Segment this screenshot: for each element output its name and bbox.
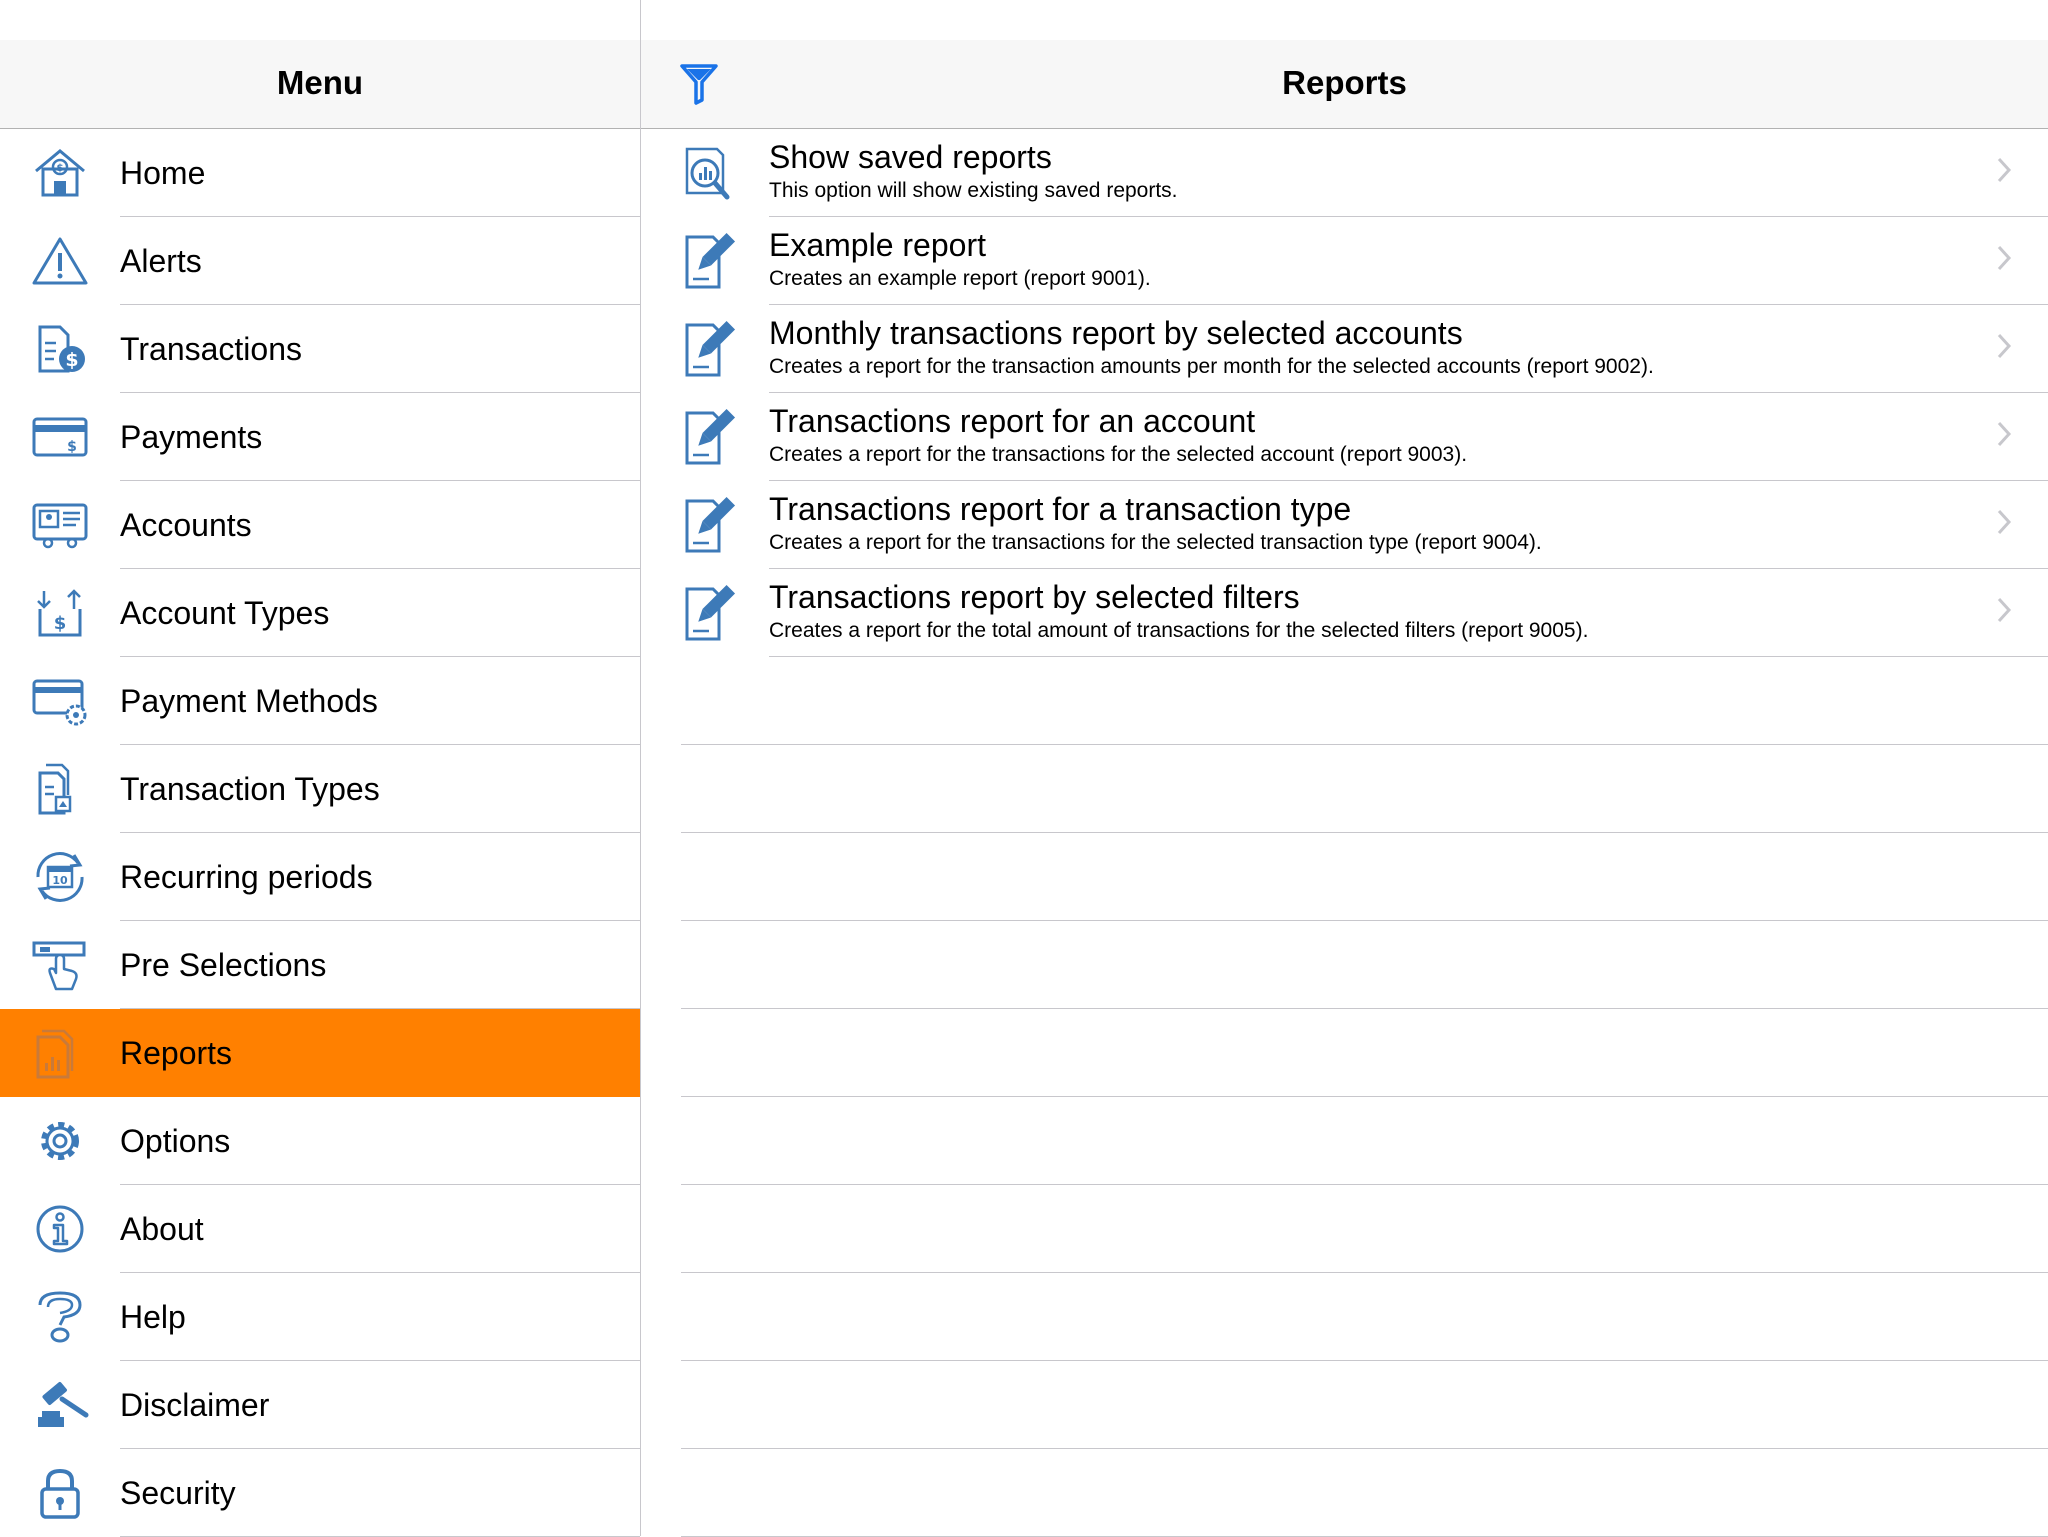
recurring-calendar-icon — [30, 849, 90, 905]
menu-item-label: Home — [120, 154, 206, 191]
chevron-right-icon — [1996, 507, 2012, 537]
menu-item-label: Security — [120, 1474, 236, 1511]
saved-reports-icon — [679, 143, 737, 203]
account-types-icon — [30, 585, 90, 641]
svg-text:$: $ — [65, 349, 79, 371]
edit-report-icon — [679, 495, 737, 555]
reports-pane — [641, 0, 2048, 1536]
report-row[interactable] — [641, 393, 2048, 481]
reports-title: Reports — [1282, 64, 1407, 101]
edit-report-icon — [679, 407, 737, 467]
menu-item-label: Pre Selections — [120, 946, 327, 983]
edit-report-icon — [679, 319, 737, 379]
menu-item-home[interactable] — [0, 129, 640, 217]
chevron-right-icon — [1996, 595, 2012, 625]
svg-text:$: $ — [56, 163, 64, 174]
edit-report-icon — [679, 583, 737, 643]
report-title: Example report — [769, 227, 986, 263]
report-row[interactable] — [641, 217, 2048, 305]
empty-row — [641, 1097, 2048, 1185]
menu-item-recurring-periods[interactable] — [0, 833, 640, 921]
alert-icon — [30, 233, 90, 289]
report-title: Monthly transactions report by selected accounts — [769, 315, 1463, 351]
empty-row — [641, 1009, 2048, 1097]
menu-item-label: Reports — [120, 1034, 233, 1071]
menu-item-help[interactable] — [0, 1273, 640, 1361]
menu-item-label: Transaction Types — [120, 770, 380, 807]
report-description: This option will show existing saved reports. — [769, 179, 1178, 202]
menu-item-options[interactable] — [0, 1097, 640, 1185]
report-description: Creates an example report (report 9001). — [769, 267, 1151, 290]
home-dollar-icon — [30, 145, 90, 201]
report-row[interactable] — [641, 569, 2048, 657]
menu-item-label: Options — [120, 1122, 231, 1159]
report-description: Creates a report for the transactions for the selected account (report 9003). — [769, 443, 1468, 466]
empty-row — [641, 921, 2048, 1009]
menu-item-transactions[interactable] — [0, 305, 640, 393]
reports-navbar — [641, 40, 2048, 129]
menu-item-payment-methods[interactable] — [0, 657, 640, 745]
menu-pane — [0, 0, 641, 1536]
info-icon — [30, 1201, 90, 1257]
report-description: Creates a report for the total amount of transactions for the selected filters (report 9005). — [769, 619, 1589, 642]
menu-item-label: Accounts — [120, 506, 252, 543]
pre-selections-icon — [30, 937, 90, 993]
menu-item-alerts[interactable] — [0, 217, 640, 305]
empty-row — [641, 1273, 2048, 1361]
menu-item-pre-selections[interactable] — [0, 921, 640, 1009]
menu-item-label: Alerts — [120, 242, 202, 279]
transactions-icon — [30, 321, 90, 377]
menu-item-label: Payment Methods — [120, 682, 378, 719]
report-list — [641, 129, 2048, 1537]
menu-item-label: Transactions — [120, 330, 302, 367]
empty-row — [641, 745, 2048, 833]
gear-icon — [30, 1113, 90, 1169]
chevron-right-icon — [1996, 419, 2012, 449]
menu-item-payments[interactable] — [0, 393, 640, 481]
menu-title: Menu — [276, 64, 364, 101]
report-title: Show saved reports — [769, 139, 1052, 175]
empty-row — [641, 1361, 2048, 1449]
menu-item-reports[interactable] — [0, 1009, 640, 1097]
accounts-icon — [30, 497, 90, 553]
chevron-right-icon — [1996, 155, 2012, 185]
report-description: Creates a report for the transactions for the selected transaction type (report 9004). — [769, 531, 1542, 554]
empty-row — [641, 833, 2048, 921]
help-icon — [30, 1289, 90, 1345]
menu-item-label: Help — [120, 1298, 186, 1335]
report-row[interactable] — [641, 481, 2048, 569]
report-description: Creates a report for the transaction amounts per month for the selected accounts (report 9002). — [769, 355, 1654, 378]
empty-row — [641, 1449, 2048, 1537]
menu-item-about[interactable] — [0, 1185, 640, 1273]
menu-item-label: About — [120, 1210, 204, 1247]
menu-item-accounts[interactable] — [0, 481, 640, 569]
reports-icon — [30, 1025, 90, 1081]
gavel-icon — [30, 1377, 90, 1433]
payment-methods-icon — [30, 673, 90, 729]
menu-item-label: Account Types — [120, 594, 330, 631]
empty-row — [641, 657, 2048, 745]
report-row[interactable] — [641, 305, 2048, 393]
empty-row — [641, 1185, 2048, 1273]
menu-item-transaction-types[interactable] — [0, 745, 640, 833]
menu-item-security[interactable] — [0, 1449, 640, 1537]
menu-navbar — [0, 40, 640, 129]
menu-item-label: Disclaimer — [120, 1386, 270, 1423]
menu-item-label: Payments — [120, 418, 263, 455]
edit-report-icon — [679, 231, 737, 291]
menu-item-disclaimer[interactable] — [0, 1361, 640, 1449]
menu-item-account-types[interactable] — [0, 569, 640, 657]
report-title: Transactions report for a transaction type — [769, 491, 1352, 527]
report-row[interactable] — [641, 129, 2048, 217]
chevron-right-icon — [1996, 331, 2012, 361]
svg-text:10: 10 — [52, 874, 68, 887]
menu-list — [0, 129, 640, 1537]
report-title: Transactions report for an account — [769, 403, 1256, 439]
menu-item-label: Recurring periods — [120, 858, 373, 895]
chevron-right-icon — [1996, 243, 2012, 273]
svg-text:$: $ — [67, 439, 77, 455]
transaction-types-icon — [30, 761, 90, 817]
report-title: Transactions report by selected filters — [769, 579, 1300, 615]
svg-text:$: $ — [53, 613, 67, 634]
lock-icon — [30, 1465, 90, 1521]
payment-card-icon — [30, 409, 90, 465]
